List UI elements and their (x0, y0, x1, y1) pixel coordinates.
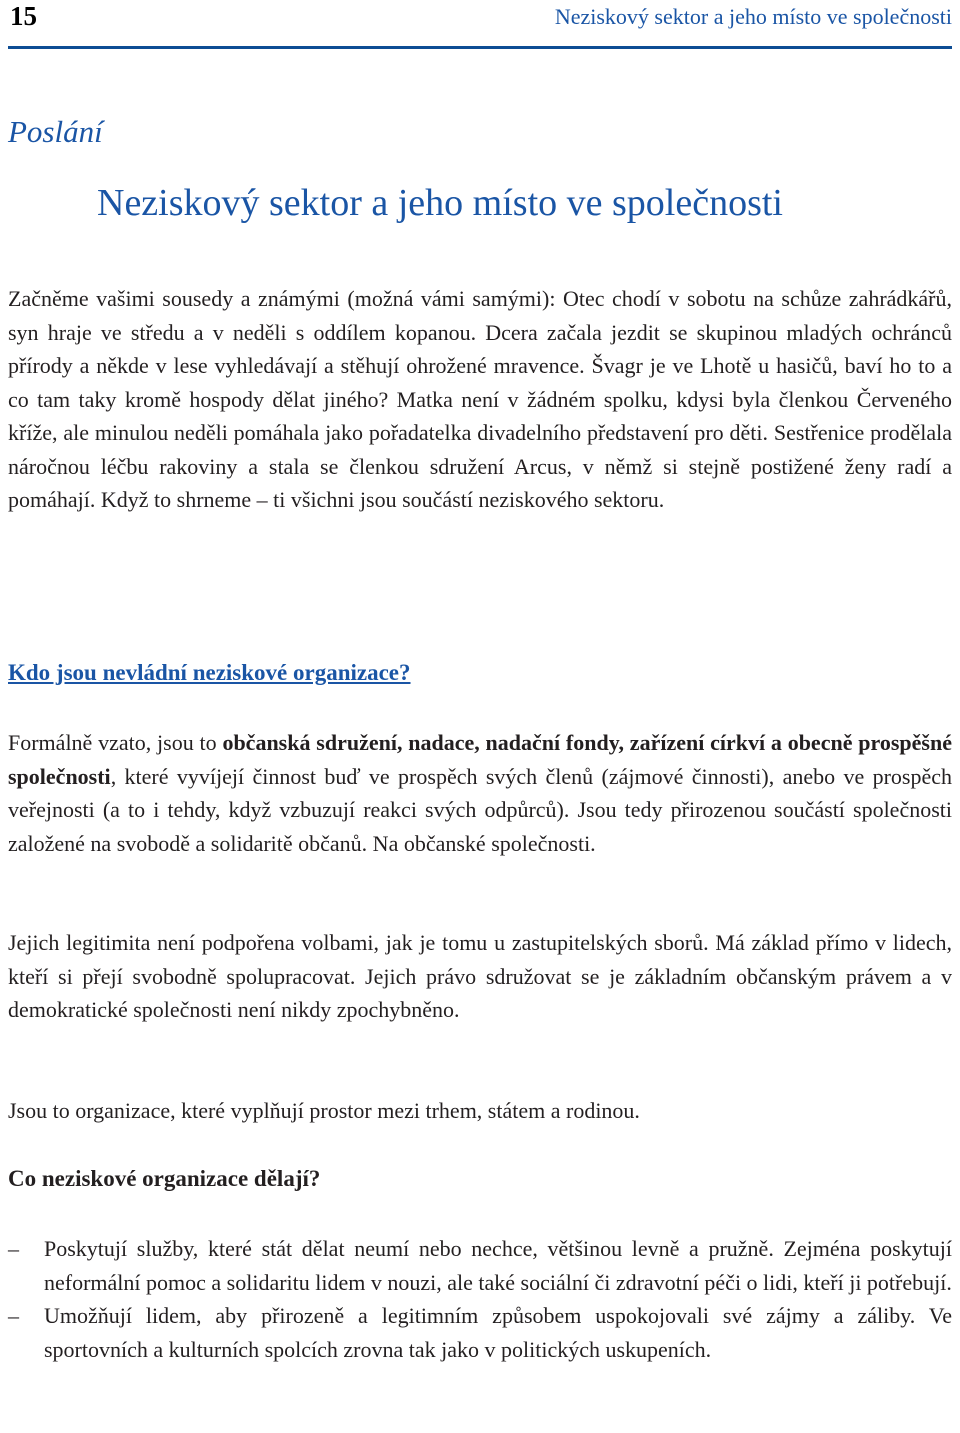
paragraph-formal-definition-intro: Formálně vzato, jsou to (8, 730, 223, 755)
activities-list (8, 1232, 952, 1366)
page-number: 15 (10, 1, 37, 31)
running-title: Neziskový sektor a jeho místo ve společnosti (554, 4, 952, 29)
list-item (8, 1299, 952, 1366)
paragraph-space-between: Jsou to organizace, které vyplňují prostor mezi trhem, státem a rodinou. (8, 1098, 640, 1123)
list-item-text: Poskytují služby, které stát dělat neumí nebo nechce, většinou levně a pružně. Zejména poskytují neformální pomoc a solidaritu lidem v nouzi, ale také sociální či zdravotní péči o lidi, kteří ji potřebují. (44, 1236, 952, 1295)
list-item-text: Umožňují lidem, aby přirozeně a legitimním způsobem uspokojovali své zájmy a záliby. Ve sportovních a kulturních spolcích zrovna tak jako v politických uskupeních. (44, 1303, 952, 1362)
intro-paragraph: Začněme vašimi sousedy a známými (možná vámi samými): Otec chodí v sobotu na schůze zahrádkářů, syn hraje ve středu a v neděli s oddílem kopanou. Dcera začala jezdit se skupinou mladých ochránců přírody a někde v lese vyhledávají a stěhují ohrožené mravence. Švagr je ve Lhotě u hasičů, baví ho to a co tam taky kromě hospody dělat jiného? Matka není v žádném spolku, kdysi byla členkou Červeného kříže, ale minulou neděli pomáhala jako pořadatelka divadelního představení pro děti. Sestřenice prodělala náročnou léčbu rakoviny a stala se členkou sdružení Arcus, v němž si stejně postižené ženy radí a pomáhají. Když to shrneme – ti všichni jsou součástí neziskového sektoru. (8, 286, 952, 512)
list-item (8, 1232, 952, 1299)
dash-bullet: – (8, 1236, 19, 1261)
page-title: Neziskový sektor a jeho místo ve společnosti (97, 182, 783, 224)
heading-what-ngos-do: Co neziskové organizace dělají? (8, 1166, 321, 1191)
paragraph-formal-definition-rest: , které vyvíjejí činnost buď ve prospěch svých členů (zájmové činnosti), anebo ve prospěch veřejnosti (a to i tehdy, když vzbuzují reakci svých odpůrců). Jsou tedy přirozenou součástí společnosti založené na svobodě a solidaritě občanů. Na občanské společnosti. (8, 763, 952, 856)
dash-bullet: – (8, 1303, 19, 1328)
paragraph-formal-definition (8, 726, 952, 860)
page-header (8, 0, 952, 49)
section-label: Poslání (8, 114, 103, 149)
heading-who-are-ngos: Kdo jsou nevládní neziskové organizace? (8, 660, 411, 685)
paragraph-legitimacy: Jejich legitimita není podpořena volbami, jak je tomu u zastupitelských sborů. Má základ přímo v lidech, kteří si přejí svobodně spolupracovat. Jejich právo sdružovat se je základním občanským právem a v demokratické společnosti není nikdy zpochybněno. (8, 930, 952, 1022)
paragraph-formal-definition-bold: občanská sdružení, nadace, nadační fondy, zařízení církví a obecně prospěšné společnosti (8, 730, 952, 789)
